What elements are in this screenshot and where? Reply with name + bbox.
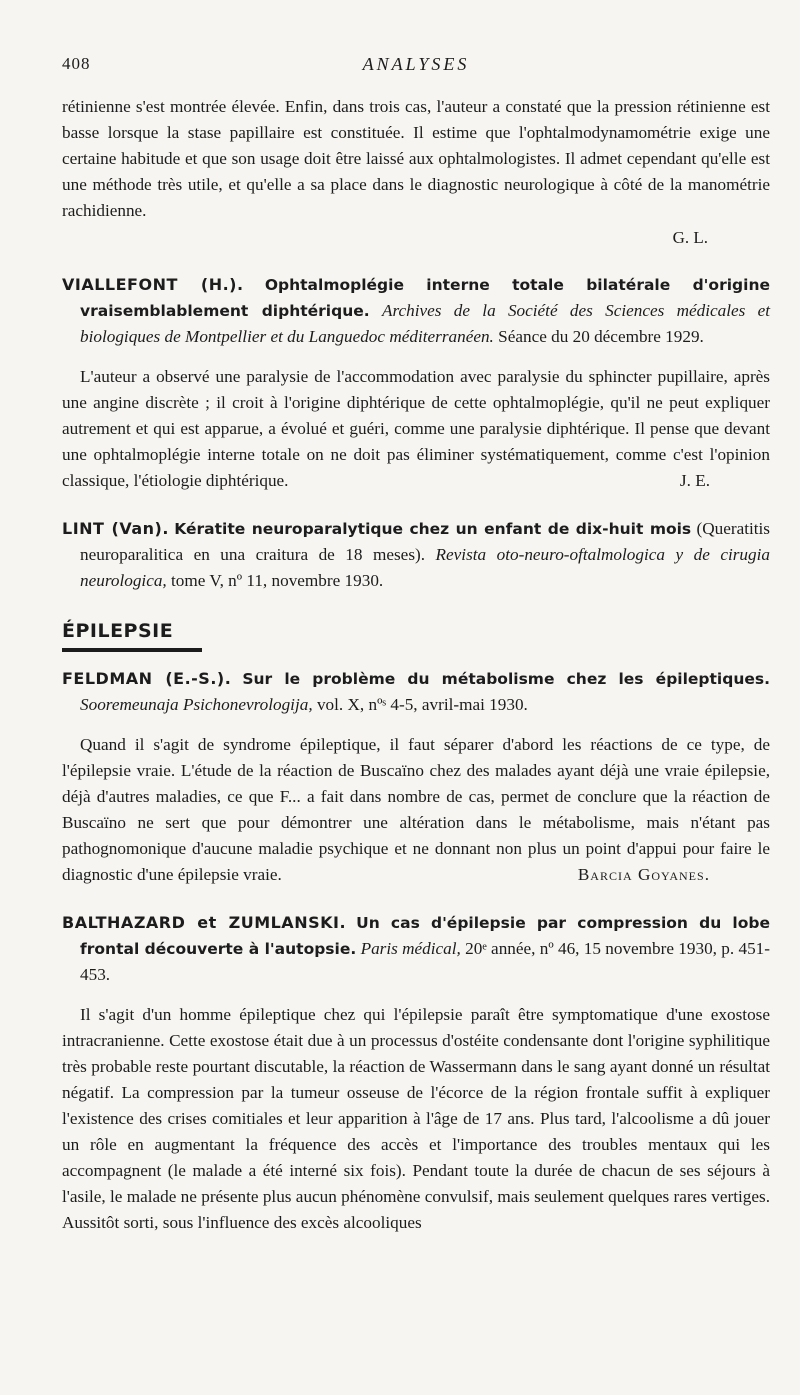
page <box>62 54 770 1236</box>
entry-details: vol. X, nºˢ 4-5, avril-mai 1930. <box>316 695 528 714</box>
reviewer-signature: Barcia Goyanes. <box>577 865 710 884</box>
continued-paragraph: rétinienne s'est montrée élevée. Enfin, dans trois cas, l'auteur a constaté que la pression rétinienne est basse lorsque la stase papillaire est constituée. Il estime que l'ophtalmodynamométrie exige une certaine habitude et que son usage doit être laissé aux ophtalmologistes. Il admet cependant qu'elle est une méthode très utile, et qu'elle a sa place dans le diagnostic neurologique à côté de la manométrie rachidienne. <box>62 97 770 220</box>
entry-author: VIALLEFONT (H.). <box>62 275 244 294</box>
entry-feldman <box>62 666 770 888</box>
entry-title: Sur le problème du métabolisme chez les épileptiques. <box>242 670 770 688</box>
section-heading <box>62 620 770 652</box>
entry-heading <box>62 666 770 718</box>
section-title: ÉPILEPSIE <box>62 620 174 642</box>
running-header <box>62 54 770 80</box>
page-number: 408 <box>62 54 91 73</box>
entry-source: Paris médical, <box>360 939 461 958</box>
entry-title: Un cas d'épilepsie par compression du lobe frontal découverte à l'autopsie. <box>80 914 770 958</box>
entry-heading <box>62 516 770 594</box>
entry-body: Quand il s'agit de syndrome épileptique, il faut séparer d'abord les réactions de ce type, de l'épilepsie vraie. L'étude de la réaction de Buscaïno chez des malades ayant déjà une vraie épilepsie, déjà d'autres maladies, ce que F... a fait dans nombre de cas, permet de conclure que la réaction de Buscaïno ne sert que pour démontrer une altération dans le métabolisme, mais n'étant pas pathognomonique d'aucune maladie psychique et ne donnant non plus un point d'appui pour faire le diagnostic d'une épilepsie vraie. Barcia Goyanes. <box>62 732 770 888</box>
entry-heading <box>62 272 770 350</box>
entry-viallefont <box>62 272 770 494</box>
section-rule <box>62 648 202 652</box>
reviewer-signature: G. L. <box>672 228 708 247</box>
entry-author: LINT (Van). <box>62 519 169 538</box>
entry-details: Séance du 20 décembre 1929. <box>498 327 704 346</box>
continued-review <box>62 94 770 250</box>
entry-body: L'auteur a observé une paralysie de l'accommodation avec paralysie du sphincter pupillaire, après une angine discrète ; il croit à l'origine diphtérique de cette ophtalmoplégie, qu'il ne peut expliquer autrement et qui est apparue, a évolué et guéri, comme une paralysie diphtérique. Il pense que devant une ophtalmoplégie interne totale on ne doit pas éliminer systématiquement, comme c'est l'opinion classique, l'étiologie diphtérique. J. E. <box>62 364 770 494</box>
entry-original-title: (Queratitis neuroparalitica en una craitura de 18 meses). <box>80 519 771 564</box>
entry-balthazard <box>62 910 770 1236</box>
entry-title: Kératite neuroparalytique chez un enfant de dix-huit mois <box>174 520 692 538</box>
entry-source: Archives de la Société des Sciences médicales et biologiques de Montpellier et du Languedoc méditerranéen. <box>80 301 770 346</box>
reviewer-signature: J. E. <box>679 471 710 490</box>
entry-details: 20ᵉ année, nº 46, 15 novembre 1930, p. 451-453. <box>80 939 770 984</box>
entry-author: BALTHAZARD et ZUMLANSKI. <box>62 913 347 932</box>
entry-heading <box>62 910 770 988</box>
entry-source: Sooremeunaja Psichonevrologija, <box>80 695 313 714</box>
entry-body: Il s'agit d'un homme épileptique chez qui l'épilepsie paraît être symptomatique d'une exostose intracranienne. Cette exostose était due à un processus d'ostéite condensante dont l'origine syphilitique très probable reste pourtant discutable, la réaction de Wassermann dans le sang ayant donné un résultat négatif. La compression par la tumeur osseuse de l'écorce de la région frontale suffit à expliquer l'existence des crises comitiales et leur apparition à l'âge de 17 ans. Plus tard, l'alcoolisme a dû jouer un rôle en augmentant la fréquence des accès et l'importance des troubles mentaux qui les accompagnent (le malade a été interné six fois). Pendant toute la durée de chacun de ses séjours à l'asile, le malade ne présente plus aucun phénomène convulsif, mais seulement quelques rares vertiges. Aussitôt sorti, sous l'influence des excès alcooliques <box>62 1005 770 1232</box>
entry-author: FELDMAN (E.-S.). <box>62 669 232 688</box>
entry-lint <box>62 516 770 594</box>
running-title: ANALYSES <box>362 54 470 74</box>
entry-source: Revista oto-neuro-oftalmologica y de cirugia neurologica, <box>80 545 770 590</box>
entry-title: Ophtalmoplégie interne totale bilatérale d'origine vraisemblablement diphtérique. <box>80 276 770 320</box>
entry-details: tome V, nº 11, novembre 1930. <box>171 571 384 590</box>
